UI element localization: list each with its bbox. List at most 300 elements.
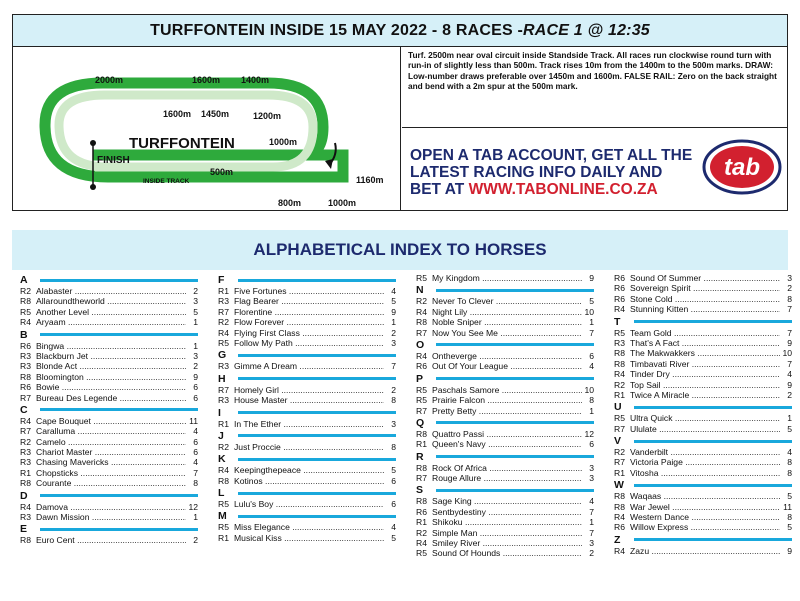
horse-row[interactable] xyxy=(416,361,594,371)
horse-name: House Master ..... xyxy=(234,395,384,405)
letter-divider xyxy=(40,528,198,531)
advert-line-1: OPEN A TAB ACCOUNT, GET ALL THE xyxy=(410,147,693,164)
letter-label: J xyxy=(218,429,224,442)
horse-name: Florentine ..... xyxy=(234,307,384,317)
horse-row[interactable] xyxy=(416,406,594,416)
letter-heading xyxy=(614,534,792,546)
horse-draw-number: 10 xyxy=(582,307,594,317)
horse-row[interactable] xyxy=(20,502,198,512)
race-number: R6 xyxy=(614,293,625,304)
horse-name: Bingwa ..... xyxy=(36,341,186,351)
horse-row[interactable] xyxy=(614,348,792,358)
race-number: R3 xyxy=(20,457,31,468)
race-number: R8 xyxy=(614,348,625,359)
horse-row[interactable] xyxy=(218,338,396,348)
horse-draw-number: 2 xyxy=(780,283,792,293)
index-column-1 xyxy=(20,273,198,546)
race-number: R8 xyxy=(416,496,427,507)
horse-name: Vitosha ..... xyxy=(630,468,780,478)
horse-row[interactable] xyxy=(20,351,198,361)
horse-draw-number: 9 xyxy=(780,546,792,556)
letter-heading xyxy=(20,523,198,535)
letter-label: H xyxy=(218,372,226,385)
horse-draw-number: 1 xyxy=(186,317,198,327)
letter-divider xyxy=(436,421,594,424)
horse-name: Caralluma ..... xyxy=(36,426,186,436)
horse-name: Paschals Samore ..... xyxy=(432,385,582,395)
horse-row[interactable] xyxy=(20,382,198,392)
horse-row[interactable] xyxy=(614,502,792,512)
index-column-3 xyxy=(416,273,594,559)
horse-name: Night Lily ..... xyxy=(432,307,582,317)
horse-draw-number: 8 xyxy=(384,395,396,405)
horse-row[interactable] xyxy=(20,512,198,522)
race-number: R4 xyxy=(614,512,625,523)
horse-row[interactable] xyxy=(614,304,792,314)
standside-track-label: STANDSIDE TRACK xyxy=(135,190,197,197)
letter-label: T xyxy=(614,315,621,328)
horse-row[interactable] xyxy=(416,351,594,361)
horse-row[interactable] xyxy=(614,294,792,304)
horse-row[interactable] xyxy=(218,361,396,371)
horse-name: Follow My Path ..... xyxy=(234,338,384,348)
race-number: R8 xyxy=(416,317,427,328)
horse-name: Sound Of Hounds ..... xyxy=(432,548,582,558)
race-number: R4 xyxy=(20,415,31,426)
horse-row[interactable] xyxy=(20,468,198,478)
horse-draw-number: 2 xyxy=(186,535,198,545)
horse-row[interactable] xyxy=(20,447,198,457)
horse-draw-number: 4 xyxy=(582,361,594,371)
race-number: R8 xyxy=(416,462,427,473)
advert-line-2: LATEST RACING INFO DAILY AND xyxy=(410,164,663,181)
horse-name: Bloomington ..... xyxy=(36,372,186,382)
horse-draw-number: 6 xyxy=(186,437,198,447)
horse-row[interactable] xyxy=(218,395,396,405)
title-bar xyxy=(13,15,787,47)
letter-heading xyxy=(218,453,396,465)
race-number: R8 xyxy=(20,296,31,307)
horse-row[interactable] xyxy=(614,283,792,293)
index-column-4 xyxy=(614,273,792,556)
race-number: R7 xyxy=(614,457,625,468)
race-number: R5 xyxy=(416,548,427,559)
track-map xyxy=(13,47,401,210)
horse-draw-number: 4 xyxy=(582,496,594,506)
horse-row[interactable] xyxy=(614,491,792,501)
letter-divider xyxy=(634,440,792,443)
horse-row[interactable] xyxy=(20,307,198,317)
horse-row[interactable] xyxy=(416,439,594,449)
race-number: R5 xyxy=(614,327,625,338)
letter-label: P xyxy=(416,372,424,385)
letter-heading xyxy=(20,490,198,502)
horse-draw-number: 1 xyxy=(186,512,198,522)
horse-row[interactable] xyxy=(614,413,792,423)
letter-divider xyxy=(634,320,792,323)
race-number: R3 xyxy=(218,296,229,307)
horse-draw-number: 4 xyxy=(186,426,198,436)
horse-row[interactable] xyxy=(416,273,594,283)
horse-name: Aryaam ..... xyxy=(36,317,186,327)
race-number: R1 xyxy=(614,389,625,400)
letter-heading xyxy=(218,510,396,522)
letter-divider xyxy=(634,484,792,487)
meeting-title: TURFFONTEIN INSIDE 15 MAY 2022 - 8 RACES - xyxy=(150,21,524,39)
horse-draw-number: 11 xyxy=(186,416,198,426)
letter-divider xyxy=(436,455,594,458)
race-number: R5 xyxy=(20,306,31,317)
horse-name: Rouge Allure ..... xyxy=(432,473,582,483)
horse-row[interactable] xyxy=(218,328,396,338)
race-number: R4 xyxy=(218,327,229,338)
letter-divider xyxy=(238,515,396,518)
horse-row[interactable] xyxy=(614,273,792,283)
race-number: R2 xyxy=(218,317,229,328)
marker-1600-inner: 1600m xyxy=(163,109,192,119)
horse-row[interactable] xyxy=(218,476,396,486)
horse-row[interactable] xyxy=(614,380,792,390)
letter-label: S xyxy=(416,484,424,497)
race-number: R4 xyxy=(218,465,229,476)
horse-draw-number: 3 xyxy=(582,463,594,473)
tab-advert[interactable] xyxy=(402,129,787,210)
horse-row[interactable] xyxy=(614,447,792,457)
tab-logo-icon xyxy=(702,139,782,195)
horse-draw-number: 4 xyxy=(780,447,792,457)
horse-row[interactable] xyxy=(614,328,792,338)
race-number: R2 xyxy=(614,447,625,458)
horse-draw-number: 7 xyxy=(582,528,594,538)
horse-row[interactable] xyxy=(20,361,198,371)
horse-draw-number: 5 xyxy=(780,491,792,501)
horse-draw-number: 5 xyxy=(780,424,792,434)
race-time: RACE 1 @ 12:35 xyxy=(523,21,650,39)
horse-name: Five Fortunes ..... xyxy=(234,286,384,296)
horse-name: Miss Elegance ..... xyxy=(234,522,384,532)
horse-draw-number: 1 xyxy=(582,517,594,527)
marker-1000-inner: 1000m xyxy=(269,137,298,147)
race-number: R3 xyxy=(614,337,625,348)
race-number: R5 xyxy=(416,395,427,406)
horse-name: Chariot Master ..... xyxy=(36,447,186,457)
horse-name: My Kingdom ..... xyxy=(432,273,582,283)
horse-row[interactable] xyxy=(20,341,198,351)
index-header xyxy=(12,230,788,270)
horse-draw-number: 4 xyxy=(186,457,198,467)
horse-draw-number: 6 xyxy=(582,351,594,361)
horse-row[interactable] xyxy=(416,496,594,506)
horse-name: Ululate ..... xyxy=(630,424,780,434)
horse-row[interactable] xyxy=(614,338,792,348)
horse-draw-number: 7 xyxy=(780,304,792,314)
letter-divider xyxy=(40,408,198,411)
horse-row[interactable] xyxy=(20,296,198,306)
horse-name: Ontheverge ..... xyxy=(432,351,582,361)
race-number: R3 xyxy=(218,361,229,372)
horse-row[interactable] xyxy=(416,463,594,473)
advert-url[interactable]: WWW.TABONLINE.CO.ZA xyxy=(468,181,658,198)
race-number: R5 xyxy=(614,413,625,424)
horse-row[interactable] xyxy=(218,317,396,327)
horse-row[interactable] xyxy=(614,512,792,522)
race-number: R3 xyxy=(20,350,31,361)
horse-name: Zazu ..... xyxy=(630,546,780,556)
horse-name: Another Level ..... xyxy=(36,307,186,317)
horse-draw-number: 2 xyxy=(384,328,396,338)
horse-draw-number: 6 xyxy=(186,393,198,403)
letter-label: C xyxy=(20,403,28,416)
horse-row[interactable] xyxy=(20,457,198,467)
marker-1000-outer: 1000m xyxy=(328,198,357,208)
advert-bet-at: BET AT xyxy=(410,181,469,198)
horse-row[interactable] xyxy=(614,390,792,400)
letter-divider xyxy=(238,492,396,495)
race-number: R2 xyxy=(218,441,229,452)
horse-draw-number: 10 xyxy=(582,385,594,395)
horse-row[interactable] xyxy=(20,478,198,488)
horse-row[interactable] xyxy=(20,317,198,327)
horse-draw-number: 5 xyxy=(186,307,198,317)
horse-row[interactable] xyxy=(416,429,594,439)
letter-label: B xyxy=(20,328,28,341)
horse-draw-number: 9 xyxy=(186,372,198,382)
horse-name: Prairie Falcon ..... xyxy=(432,395,582,405)
index-title: ALPHABETICAL INDEX TO HORSES xyxy=(253,240,547,259)
horse-name: Simple Man ..... xyxy=(432,528,582,538)
horse-row[interactable] xyxy=(218,442,396,452)
horse-name: Twice A Miracle ..... xyxy=(630,390,780,400)
horse-row[interactable] xyxy=(614,424,792,434)
horse-draw-number: 6 xyxy=(384,499,396,509)
horse-draw-number: 8 xyxy=(780,457,792,467)
horse-name: Homely Girl ..... xyxy=(234,385,384,395)
horse-row[interactable] xyxy=(218,307,396,317)
horse-draw-number: 4 xyxy=(384,522,396,532)
horse-row[interactable] xyxy=(416,517,594,527)
race-number: R2 xyxy=(416,527,427,538)
horse-row[interactable] xyxy=(20,535,198,545)
horse-row[interactable] xyxy=(416,296,594,306)
horse-name: Now You See Me ..... xyxy=(432,328,582,338)
horse-draw-number: 7 xyxy=(384,361,396,371)
race-number: R4 xyxy=(20,317,31,328)
horse-row[interactable] xyxy=(416,328,594,338)
race-number: R7 xyxy=(614,423,625,434)
marker-2000: 2000m xyxy=(95,75,124,85)
race-number: R7 xyxy=(416,327,427,338)
race-number: R8 xyxy=(416,428,427,439)
horse-name: War Jewel ..... xyxy=(630,502,780,512)
race-number: R4 xyxy=(20,501,31,512)
letter-heading xyxy=(416,284,594,296)
horse-draw-number: 9 xyxy=(780,338,792,348)
horse-draw-number: 8 xyxy=(582,395,594,405)
letter-label: U xyxy=(614,401,622,414)
horse-name: In The Ether ..... xyxy=(234,419,384,429)
horse-row[interactable] xyxy=(416,528,594,538)
horse-row[interactable] xyxy=(416,385,594,395)
race-number: R8 xyxy=(20,371,31,382)
letter-divider xyxy=(238,434,396,437)
horse-row[interactable] xyxy=(614,457,792,467)
horse-draw-number: 7 xyxy=(186,468,198,478)
letter-heading xyxy=(20,329,198,341)
horse-name: Sentbydestiny ..... xyxy=(432,507,582,517)
horse-name: Rock Of Africa ..... xyxy=(432,463,582,473)
horse-row[interactable] xyxy=(614,359,792,369)
letter-divider xyxy=(40,279,198,282)
letter-heading xyxy=(416,451,594,463)
horse-draw-number: 2 xyxy=(186,286,198,296)
race-number: R1 xyxy=(416,517,427,528)
horse-draw-number: 3 xyxy=(780,273,792,283)
marker-500: 500m xyxy=(210,167,234,177)
horse-draw-number: 6 xyxy=(384,476,396,486)
horse-name: Noble Sniper ..... xyxy=(432,317,582,327)
letter-divider xyxy=(40,333,198,336)
horse-name: Flag Bearer ..... xyxy=(234,296,384,306)
race-number: R3 xyxy=(20,512,31,523)
letter-label: G xyxy=(218,349,227,362)
horse-row[interactable] xyxy=(416,473,594,483)
horse-row[interactable] xyxy=(20,426,198,436)
horse-name: Stunning Kitten ..... xyxy=(630,304,780,314)
horse-draw-number: 2 xyxy=(582,548,594,558)
race-number: R5 xyxy=(218,337,229,348)
horse-row[interactable] xyxy=(416,395,594,405)
horse-draw-number: 12 xyxy=(186,502,198,512)
horse-row[interactable] xyxy=(218,385,396,395)
marker-1600-outer: 1600m xyxy=(192,75,221,85)
horse-row[interactable] xyxy=(20,286,198,296)
race-number: R2 xyxy=(20,436,31,447)
horse-name: Courante ..... xyxy=(36,478,186,488)
horse-name: Team Gold ..... xyxy=(630,328,780,338)
race-number: R7 xyxy=(20,392,31,403)
horse-name: Blackburn Jet ..... xyxy=(36,351,186,361)
race-number: R5 xyxy=(416,273,427,283)
horse-draw-number: 6 xyxy=(186,447,198,457)
horse-name: Flying First Class ..... xyxy=(234,328,384,338)
race-number: R7 xyxy=(218,384,229,395)
horse-draw-number: 4 xyxy=(384,286,396,296)
letter-divider xyxy=(436,343,594,346)
horse-draw-number: 1 xyxy=(384,317,396,327)
letter-heading xyxy=(416,339,594,351)
horse-draw-number: 8 xyxy=(384,442,396,452)
letter-divider xyxy=(634,538,792,541)
horse-draw-number: 10 xyxy=(780,348,792,358)
horse-draw-number: 3 xyxy=(384,419,396,429)
horse-row[interactable] xyxy=(20,393,198,403)
horse-row[interactable] xyxy=(218,465,396,475)
horse-draw-number: 8 xyxy=(780,512,792,522)
marker-1450: 1450m xyxy=(201,109,230,119)
advert-line-3 xyxy=(410,181,700,198)
horse-draw-number: 1 xyxy=(582,406,594,416)
track-notes: Turf. 2500m near oval circuit inside Standside Track. All races run clockwise round turn with run-in of slightly less than 500m. Track rises 10m from the 1400m to the 500m marks. DRAW: Low-number draws preferable over 1450m and 1600m. FALSE RAIL: Zero on the back straight and bend with a 2m spur at the 500m mark. xyxy=(402,47,787,128)
horse-name: Musical Kiss ..... xyxy=(234,533,384,543)
horse-row[interactable] xyxy=(218,522,396,532)
race-number: R8 xyxy=(614,491,625,502)
horse-draw-number: 8 xyxy=(186,478,198,488)
horse-draw-number: 3 xyxy=(582,538,594,548)
race-number: R1 xyxy=(614,467,625,478)
race-number: R7 xyxy=(218,306,229,317)
horse-row[interactable] xyxy=(218,286,396,296)
horse-draw-number: 1 xyxy=(582,317,594,327)
horse-draw-number: 6 xyxy=(186,382,198,392)
horse-row[interactable] xyxy=(20,372,198,382)
letter-heading xyxy=(614,316,792,328)
race-number: R4 xyxy=(416,538,427,549)
horse-row[interactable] xyxy=(416,507,594,517)
horse-name: Stone Cold ..... xyxy=(630,294,780,304)
horse-row[interactable] xyxy=(218,419,396,429)
letter-heading xyxy=(218,373,396,385)
marker-1160: 1160m xyxy=(356,175,384,185)
horse-row[interactable] xyxy=(416,548,594,558)
race-number: R5 xyxy=(218,522,229,533)
horse-name: Out Of Your League ..... xyxy=(432,361,582,371)
horse-row[interactable] xyxy=(218,499,396,509)
track-diagram xyxy=(13,47,401,210)
letter-divider xyxy=(238,458,396,461)
horse-row[interactable] xyxy=(20,416,198,426)
horse-row[interactable] xyxy=(20,437,198,447)
horse-row[interactable] xyxy=(614,546,792,556)
race-number: R8 xyxy=(218,475,229,486)
race-number: R4 xyxy=(416,306,427,317)
horse-name: Smiley River ..... xyxy=(432,538,582,548)
horse-row[interactable] xyxy=(218,533,396,543)
letter-heading xyxy=(614,401,792,413)
letter-heading xyxy=(20,404,198,416)
horse-row[interactable] xyxy=(614,369,792,379)
letter-divider xyxy=(40,494,198,497)
horse-name: Lulu's Boy ..... xyxy=(234,499,384,509)
horse-name: Waqaas ..... xyxy=(630,491,780,501)
letter-label: N xyxy=(416,284,424,297)
horse-name: Timbavati River ..... xyxy=(630,359,780,369)
horse-draw-number: 9 xyxy=(780,380,792,390)
finish-label: FINISH xyxy=(97,155,130,166)
horse-row[interactable] xyxy=(218,296,396,306)
horse-row[interactable] xyxy=(416,538,594,548)
letter-heading xyxy=(218,274,396,286)
horse-name: Vanderbilt ..... xyxy=(630,447,780,457)
horse-row[interactable] xyxy=(416,317,594,327)
letter-heading xyxy=(218,487,396,499)
horse-name: Euro Cent ..... xyxy=(36,535,186,545)
horse-name: Allaroundtheworld ..... xyxy=(36,296,186,306)
race-number: R1 xyxy=(20,467,31,478)
horse-row[interactable] xyxy=(614,522,792,532)
horse-row[interactable] xyxy=(614,468,792,478)
horse-row[interactable] xyxy=(416,307,594,317)
letter-heading xyxy=(416,417,594,429)
letter-heading xyxy=(416,373,594,385)
letter-label: Q xyxy=(416,416,425,429)
letter-divider xyxy=(436,289,594,292)
horse-name: Just Proccie ..... xyxy=(234,442,384,452)
index-column-2 xyxy=(218,273,396,543)
race-number: R2 xyxy=(416,296,427,307)
race-number: R8 xyxy=(20,478,31,489)
horse-name: Bureau Des Legende ..... xyxy=(36,393,186,403)
letter-label: D xyxy=(20,489,28,502)
